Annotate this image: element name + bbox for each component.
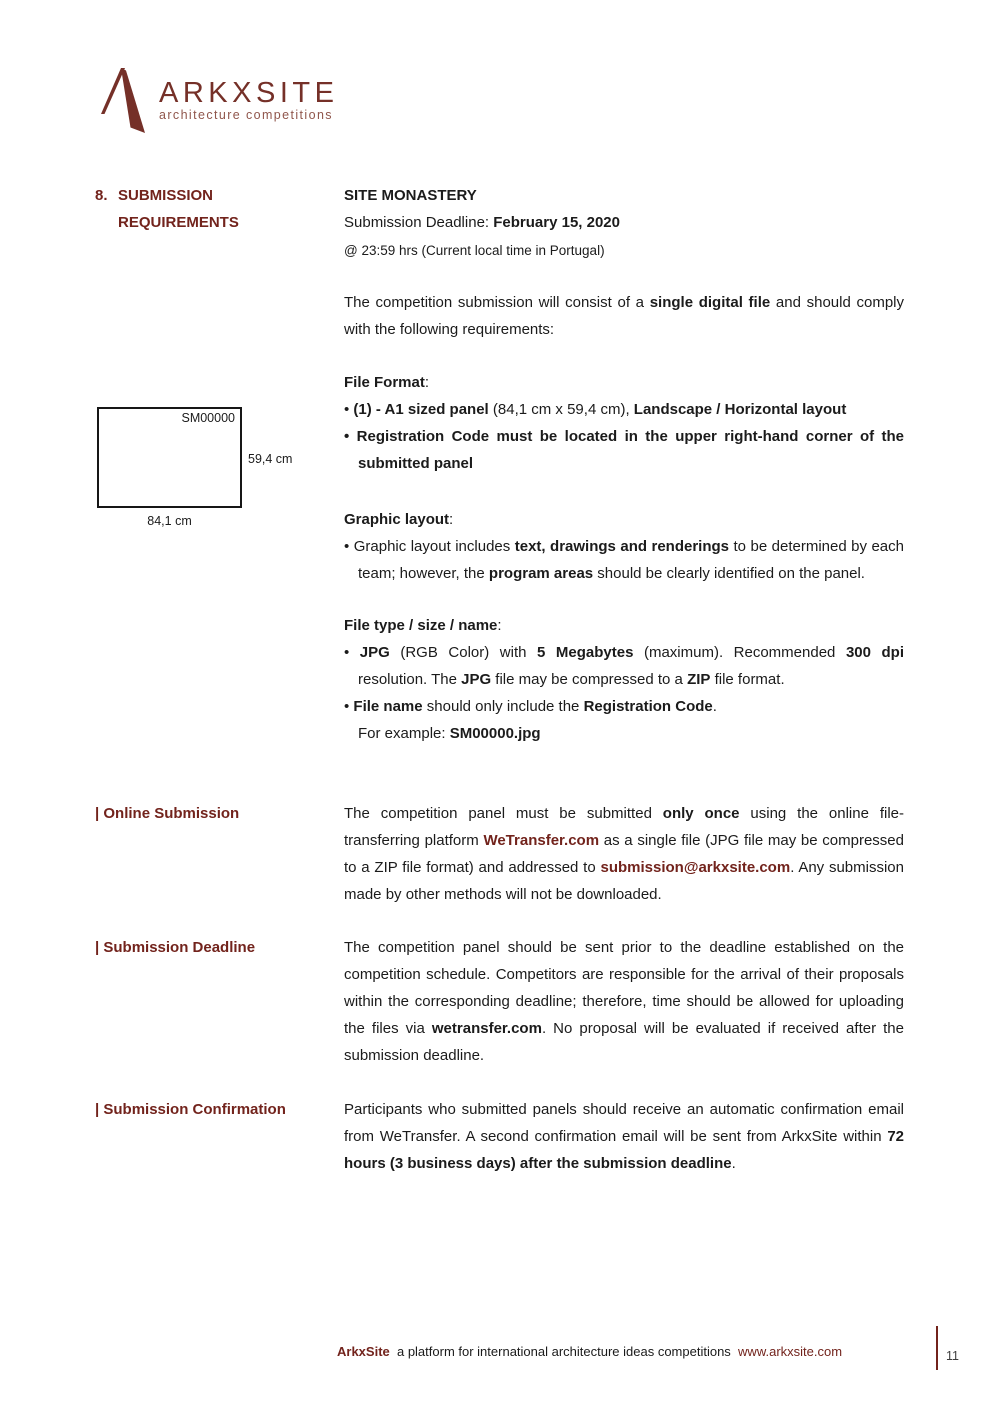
file-format-section bbox=[344, 369, 904, 477]
height-dimension-label: 59,4 cm bbox=[248, 452, 293, 466]
graphic-layout-bullet bbox=[344, 533, 904, 587]
file-format-heading bbox=[344, 369, 904, 396]
text-run: • bbox=[344, 698, 354, 715]
logo-text bbox=[150, 64, 338, 134]
text-run: (RGB Color) with bbox=[389, 644, 537, 661]
panel-diagram bbox=[97, 407, 297, 528]
text-run: : bbox=[424, 374, 430, 391]
text-run: The competition panel must be submitted bbox=[344, 805, 663, 822]
text-run: . bbox=[731, 1155, 736, 1172]
panel-rectangle bbox=[97, 407, 242, 508]
text-run: single digital file bbox=[649, 294, 771, 311]
logo bbox=[98, 64, 338, 134]
text-run: 72 hours (3 business days) after the submission deadline bbox=[344, 1128, 904, 1172]
text-run: Submission Deadline: bbox=[344, 214, 494, 231]
text-run: . bbox=[712, 698, 717, 715]
text-run: (maximum). Recommended bbox=[633, 644, 846, 661]
text-run: 5 Megabytes bbox=[537, 644, 634, 661]
text-run: and should comply with the following requirements: bbox=[344, 294, 905, 338]
file-type-bullet-jpg bbox=[344, 639, 904, 693]
footer-url[interactable]: www.arkxsite.com bbox=[738, 1344, 843, 1359]
online-submission-paragraph bbox=[344, 800, 904, 908]
section-title-line1: SUBMISSION bbox=[118, 187, 214, 204]
wetransfer-link[interactable]: WeTransfer.com bbox=[483, 832, 600, 849]
section-heading bbox=[95, 182, 345, 236]
text-run: The competition submission will consist of a bbox=[344, 294, 650, 311]
text-run: • bbox=[344, 401, 354, 418]
text-run: • bbox=[344, 428, 357, 445]
text-run: file may be compressed to a bbox=[491, 671, 688, 688]
text-run: SM00000.jpg bbox=[449, 725, 541, 742]
registration-code-label: SM00000 bbox=[181, 411, 235, 425]
text-run: . No proposal will be evaluated if received after the submission deadline. bbox=[344, 1020, 904, 1064]
submission-deadline-paragraph bbox=[344, 934, 904, 1069]
file-type-heading bbox=[344, 612, 904, 639]
text-run: For example: bbox=[358, 725, 450, 742]
section-title-line2: REQUIREMENTS bbox=[118, 214, 239, 231]
text-run: JPG bbox=[359, 644, 390, 661]
file-name-example bbox=[344, 720, 904, 747]
section-number: 8. bbox=[95, 187, 108, 204]
text-run: File type / size / name bbox=[344, 617, 498, 634]
text-run: Graphic layout includes bbox=[353, 538, 515, 555]
text-run: text, drawings and renderings bbox=[514, 538, 730, 555]
footer-text bbox=[337, 1343, 842, 1361]
file-format-bullet-registration-code bbox=[344, 423, 904, 477]
brand-tagline: architecture competitions bbox=[159, 108, 333, 122]
text-run: 300 dpi bbox=[845, 644, 904, 661]
text-run: : bbox=[497, 617, 502, 634]
text-run: (1) - A1 sized panel bbox=[353, 401, 489, 418]
text-run: resolution. The bbox=[358, 671, 462, 688]
submission-confirmation-paragraph bbox=[344, 1096, 904, 1177]
footer-divider bbox=[936, 1326, 938, 1370]
text-run: (84,1 cm x 59,4 cm), bbox=[488, 401, 634, 418]
text-run: program areas bbox=[488, 565, 594, 582]
text-run: : bbox=[449, 511, 454, 528]
text-run: should only include the bbox=[422, 698, 584, 715]
text-run: Participants who submitted panels should receive an automatic confirmation email from WeTransfer. A second confirmation email will be sent from ArkxSite within bbox=[344, 1101, 904, 1145]
submission-deadline-label: | Submission Deadline bbox=[95, 939, 256, 956]
page-number: 11 bbox=[946, 1349, 959, 1363]
submission-email-link[interactable]: submission@arkxsite.com bbox=[600, 859, 791, 876]
text-run: File Format bbox=[344, 374, 425, 391]
text-run: Landscape / Horizontal layout bbox=[633, 401, 847, 418]
text-run: JPG bbox=[461, 671, 492, 688]
deadline-time-note: @ 23:59 hrs (Current local time in Portugal) bbox=[344, 243, 605, 258]
text-run: should be clearly identified on the panel. bbox=[593, 565, 865, 582]
online-submission-label: | Online Submission bbox=[95, 805, 240, 822]
text-run: Registration Code must be located in the upper right-hand corner of the submitted panel bbox=[356, 428, 905, 472]
text-run: wetransfer.com bbox=[431, 1020, 542, 1037]
intro-paragraph bbox=[344, 289, 904, 343]
text-run: ZIP bbox=[687, 671, 711, 688]
text-run: . Any submission made by other methods will not be downloaded. bbox=[344, 859, 904, 903]
section-heading-line1 bbox=[95, 182, 345, 209]
arkxsite-logo-mark-icon bbox=[98, 64, 150, 134]
text-run: a platform for international architecture ideas competitions bbox=[389, 1344, 739, 1359]
text-run: to be determined by each team; however, the bbox=[358, 538, 904, 582]
text-run: February 15, 2020 bbox=[493, 214, 620, 231]
text-run: Graphic layout bbox=[344, 511, 450, 528]
text-run: using the online file-transferring platform bbox=[344, 805, 904, 849]
project-title: SITE MONASTERY bbox=[344, 187, 477, 204]
graphic-layout-heading bbox=[344, 506, 904, 533]
text-run: File name bbox=[353, 698, 423, 715]
submission-deadline-line bbox=[344, 209, 904, 236]
file-format-bullet-panel-size bbox=[344, 396, 904, 423]
text-run: as a single file (JPG file may be compressed to a ZIP file format) and addressed to bbox=[344, 832, 904, 876]
text-run: • bbox=[344, 644, 360, 661]
text-run: The competition panel should be sent prior to the deadline established on the competition schedule. Competitors are responsible for the arrival of their proposals within the corresponding deadline; therefore, time should be allowed for uploading the files via bbox=[344, 939, 904, 1037]
width-dimension-label: 84,1 cm bbox=[147, 514, 192, 528]
text-run: only once bbox=[662, 805, 740, 822]
text-run: • bbox=[344, 538, 354, 555]
text-run: file format. bbox=[710, 671, 785, 688]
file-type-bullet-file-name bbox=[344, 693, 904, 720]
submission-confirmation-label: | Submission Confirmation bbox=[95, 1101, 286, 1118]
footer-brand: ArkxSite bbox=[337, 1344, 390, 1359]
brand-name: ARKXSITE bbox=[159, 77, 339, 109]
file-type-section bbox=[344, 612, 904, 747]
page-header bbox=[344, 182, 904, 265]
graphic-layout-section bbox=[344, 506, 904, 587]
text-run: Registration Code bbox=[583, 698, 713, 715]
